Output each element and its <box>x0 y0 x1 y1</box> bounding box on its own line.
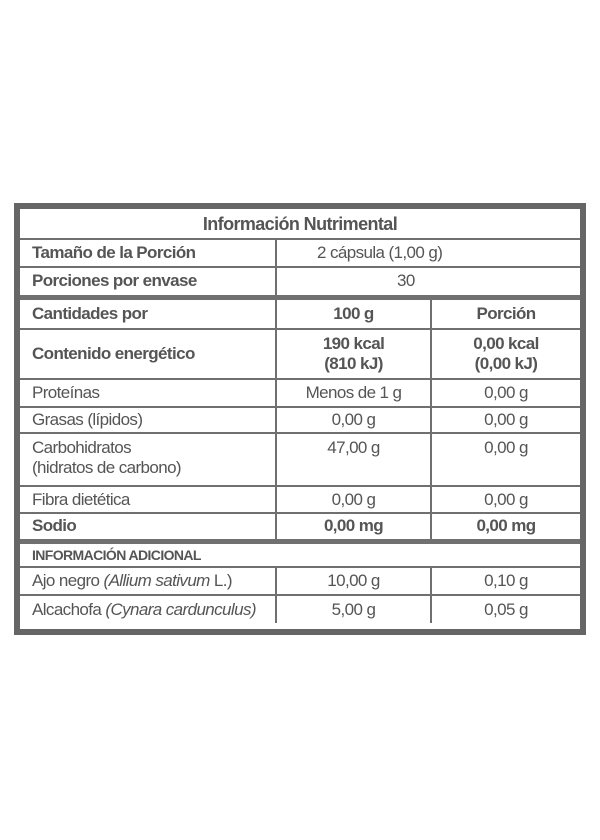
nutrient-col1: 0,00 g <box>276 486 431 513</box>
table-row <box>20 513 580 541</box>
servings-value: 30 <box>276 267 580 297</box>
serving-size-value: 2 cápsula (1,00 g) <box>276 239 580 267</box>
servings-label: Porciones por envase <box>20 267 276 297</box>
energy-col1-kj: (810 kJ) <box>324 354 383 373</box>
header-col2: Porción <box>431 297 580 329</box>
nutrient-col2: 0,00 g <box>431 379 580 407</box>
energy-col2-kcal: 0,00 kcal <box>473 334 539 353</box>
serving-size-row <box>20 239 580 267</box>
additional-col1: 5,00 g <box>276 595 431 623</box>
nutrient-col1: 47,00 g <box>276 433 431 486</box>
energy-col2-kj: (0,00 kJ) <box>474 354 538 373</box>
additional-col1: 10,00 g <box>276 567 431 595</box>
nutrient-col1: Menos de 1 g <box>276 379 431 407</box>
nutrient-label: Sodio <box>20 513 276 541</box>
table-row <box>20 486 580 513</box>
energy-row <box>20 329 580 379</box>
nutrient-col2: 0,00 g <box>431 407 580 433</box>
additional-col2: 0,05 g <box>431 595 580 623</box>
nutrient-label-main: Carbohidratos <box>32 438 131 457</box>
energy-label: Contenido energético <box>20 329 276 379</box>
nutrition-facts-table <box>14 203 586 635</box>
table-row <box>20 407 580 433</box>
additional-label: Ajo negro (Allium sativum L.) <box>20 567 276 595</box>
table-row <box>20 379 580 407</box>
header-label: Cantidades por <box>20 297 276 329</box>
nutrient-label: Grasas (lípidos) <box>20 407 276 433</box>
energy-col1 <box>276 329 431 379</box>
nutrient-col2: 0,00 mg <box>431 513 580 541</box>
nutrient-label: Fibra dietética <box>20 486 276 513</box>
table-row <box>20 567 580 595</box>
nutrient-col2: 0,00 g <box>431 486 580 513</box>
table-title: Información Nutrimental <box>20 209 580 239</box>
table-row <box>20 433 580 486</box>
nutrient-label: Proteínas <box>20 379 276 407</box>
nutrient-label <box>20 433 276 486</box>
header-col1: 100 g <box>276 297 431 329</box>
nutrient-col1: 0,00 g <box>276 407 431 433</box>
additional-heading: INFORMACIÓN ADICIONAL <box>20 541 580 567</box>
nutrient-sublabel: (hidratos de carbono) <box>32 458 181 477</box>
servings-row <box>20 267 580 297</box>
energy-col1-kcal: 190 kcal <box>322 334 385 353</box>
table-row <box>20 595 580 623</box>
header-row <box>20 297 580 329</box>
nutrient-col2: 0,00 g <box>431 433 580 486</box>
additional-label: Alcachofa (Cynara cardunculus) <box>20 595 276 623</box>
serving-size-label: Tamaño de la Porción <box>20 239 276 267</box>
additional-col2: 0,10 g <box>431 567 580 595</box>
nutrient-col1: 0,00 mg <box>276 513 431 541</box>
energy-col2 <box>431 329 580 379</box>
